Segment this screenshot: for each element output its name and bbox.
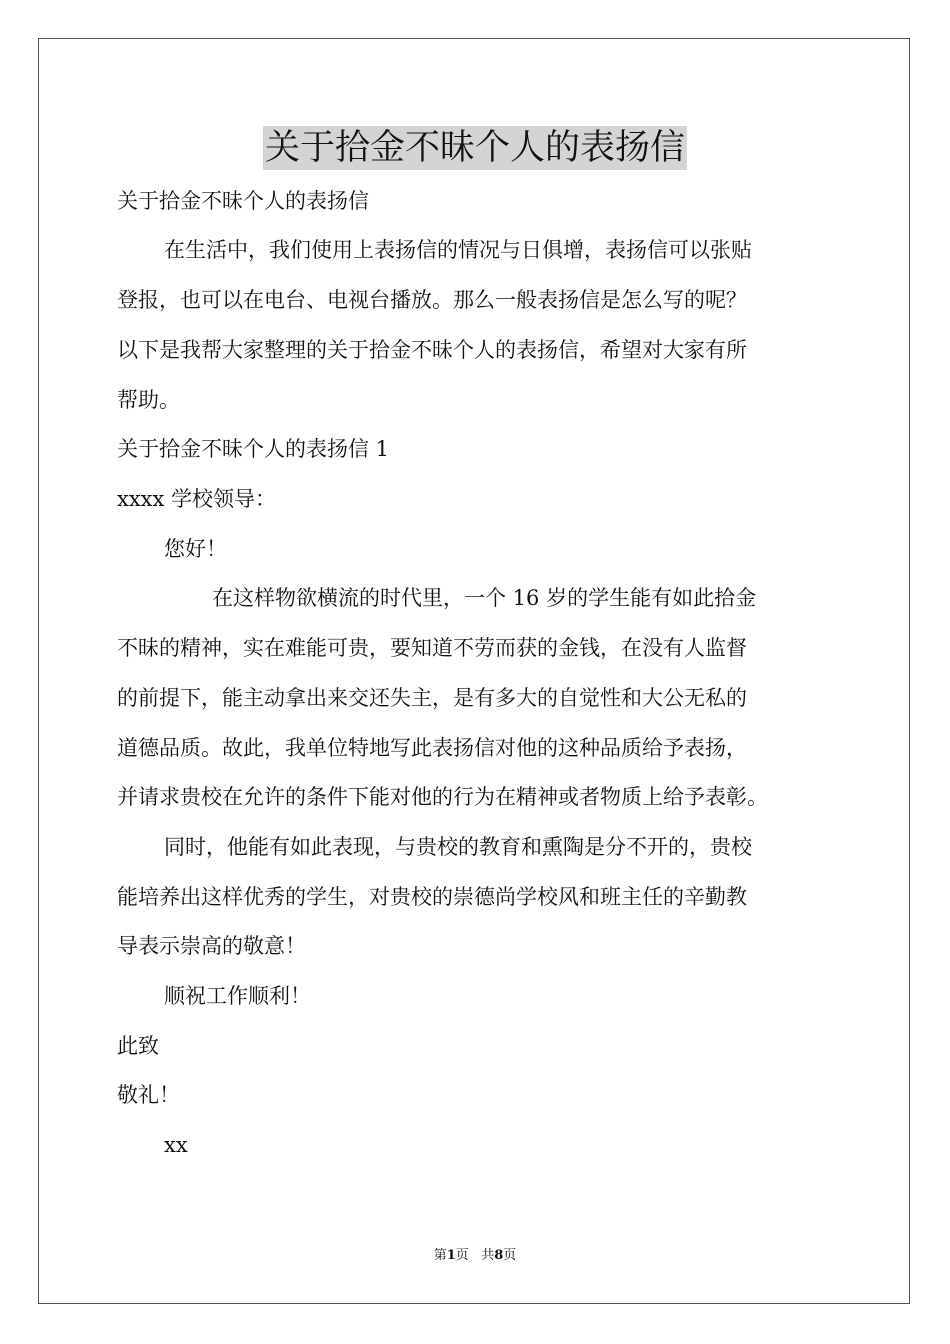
document-title [0,126,950,170]
intro-line-2: 登报，也可以在电台、电视台播放。那么一般表扬信是怎么写的呢？ [117,288,747,312]
closing-jingli: 敬礼！ [117,1083,180,1107]
subtitle-line: 关于拾金不昧个人的表扬信 [117,189,369,213]
footer-suffix: 页 [503,1248,517,1263]
footer-total-pages: 8 [494,1248,504,1263]
signature: xx [164,1133,188,1157]
body-line-8: 导表示崇高的敬意！ [117,934,306,958]
intro-line-3: 以下是我帮大家整理的关于拾金不昧个人的表扬信，希望对大家有所 [117,338,747,362]
intro-line-1: 在生活中，我们使用上表扬信的情况与日俱增，表扬信可以张贴 [164,238,752,262]
body-line-2: 不昧的精神，实在难能可贵，要知道不劳而获的金钱，在没有人监督 [117,636,747,660]
closing-wish: 顺祝工作顺利！ [164,984,311,1008]
greeting: 您好！ [164,537,227,561]
section-heading: 关于拾金不昧个人的表扬信 1 [117,437,390,461]
body-line-5: 并请求贵校在允许的条件下能对他的行为在精神或者物质上给予表彰。 [117,785,768,809]
closing-cizhi: 此致 [117,1034,159,1058]
intro-line-4: 帮助。 [117,388,180,412]
footer-prefix: 第 [433,1248,447,1263]
page-footer [0,1247,950,1265]
page-border [38,38,910,1304]
footer-current-page: 1 [446,1248,456,1263]
body-line-3: 的前提下，能主动拿出来交还失主，是有多大的自觉性和大公无私的 [117,686,747,710]
footer-mid: 页 共 [455,1248,495,1263]
body-line-7: 能培养出这样优秀的学生，对贵校的崇德尚学校风和班主任的辛勤教 [117,885,747,909]
body-line-1: 在这样物欲横流的时代里，一个 16 岁的学生能有如此拾金 [212,586,757,610]
body-line-4: 道德品质。故此，我单位特地写此表扬信对他的这种品质给予表扬， [117,736,747,760]
body-line-6: 同时，他能有如此表现，与贵校的教育和熏陶是分不开的，贵校 [164,835,752,859]
salutation: xxxx 学校领导： [117,487,277,511]
document-title-text: 关于拾金不昧个人的表扬信 [264,128,685,168]
